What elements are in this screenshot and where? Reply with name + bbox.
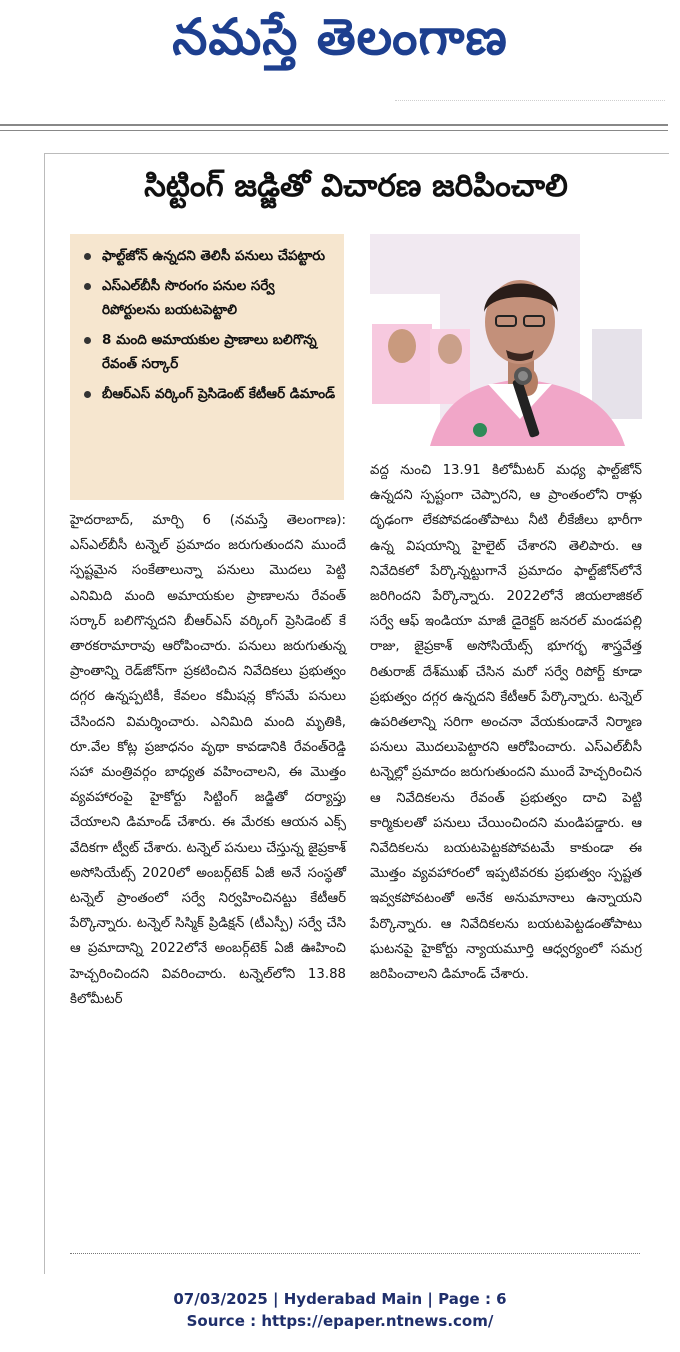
bullet-icon bbox=[84, 283, 91, 290]
photo-illustration bbox=[370, 234, 642, 446]
highlights-box bbox=[70, 234, 344, 500]
ktr-speaking-photo bbox=[370, 234, 642, 446]
masthead bbox=[0, 0, 680, 130]
footer-date-edition: 07/03/2025 | Hyderabad Main | Page : 6 bbox=[173, 1290, 507, 1308]
masthead-faint-rule bbox=[395, 100, 665, 105]
article-headline: సిట్టింగ్ జడ్జితో విచారణ జరిపించాలి bbox=[144, 168, 568, 204]
article-body-column-left bbox=[70, 508, 346, 1012]
highlight-item bbox=[84, 244, 336, 268]
bullet-icon bbox=[84, 253, 91, 260]
masthead-rule-top bbox=[0, 124, 668, 126]
highlight-text: ఫాల్ట్‌జోన్ ఉన్నదని తెలిసీ పనులు చేపట్టారు bbox=[102, 248, 325, 264]
newspaper-logo: నమస్తే తెలంగాణ bbox=[172, 8, 508, 66]
bullet-icon bbox=[84, 391, 91, 398]
footer-source: Source : https://epaper.ntnews.com/ bbox=[186, 1312, 494, 1330]
bullet-icon bbox=[84, 337, 91, 344]
highlight-text: ఎస్‌ఎల్‌బీసీ సొరంగం పనుల సర్వే రిపోర్టులను బయటపెట్టాలి bbox=[102, 278, 275, 318]
bottom-rule bbox=[70, 1253, 640, 1254]
highlight-item bbox=[84, 328, 336, 376]
body-paragraph: హైదరాబాద్, మార్చి 6 (నమస్తే తెలంగాణ): ఎస్‌ఎల్‌బీసీ టన్నెల్ ప్రమాదం జరుగుతుందని ముందే స్పష్టమైన సంకేతాలున్నా పనులు మొదలు పెట్టి ఎనిమిది మంది అమాయకుల ప్రాణాలను రేవంత్ సర్కార్ బలిగొన్నదని బీఆర్‌ఎస్ వర్కింగ్ ప్రెసిడెంట్ కే తారకరామారావు ఆరోపించారు. పనులు జరుగుతున్న ప్రాంతాన్ని రెడ్‌జోన్‌గా ప్రకటించిన నివేదికలు ప్రభుత్వం దగ్గర ఉన్నప్పటికీ, కేవలం కమీషన్ల కోసమే పనులు చేసిందని విమర్శించారు. ఎనిమిది మంది మృతికి, రూ.వేల కోట్ల ప్రజాధనం వృథా కావడానికి రేవంత్‌రెడ్డి సహా మంత్రివర్గం బాధ్యత వహించాలని, ఈ మొత్తం వ్యవహారంపై హైకోర్టు సిట్టింగ్ జడ్జితో దర్యాప్తు చేయాలని డిమాండ్ చేశారు. ఈ మేరకు ఆయన ఎక్స్ వేదికగా ట్వీట్ చేశారు. టన్నెల్ పనులు చేస్తున్న జైప్రకాశ్ అసోసియేట్స్ 2020లో అంబర్గ్‌టెక్ ఏజీ అనే సంస్థతో టన్నెల్ ప్రాంతంలో సర్వే నిర్వహించినట్టు కేటీఆర్ పేర్కొన్నారు. టన్నెల్ సిస్మిక్ ప్రిడిక్షన్ (టీఎస్పీ) సర్వే చేసి ఆ ప్రమాదాన్ని 2022లోనే అంబర్గ్‌టెక్ ఏజీ ఊహించి హెచ్చరించిందని వివరించారు. టన్నెల్‌లోని 13.88 కిలోమీటర్ bbox=[70, 513, 346, 1007]
article-body-column-right bbox=[370, 458, 642, 987]
masthead-rule-bottom bbox=[0, 130, 668, 131]
highlight-item bbox=[84, 274, 336, 322]
body-paragraph: వద్ద నుంచి 13.91 కిలోమీటర్ మధ్య ఫాల్ట్‌జోన్ ఉన్నదని స్పష్టంగా చెప్పారని, ఆ ప్రాంతంలోని రాళ్లు దృఢంగా లేకపోవడంతోపాటు నీటి లీకేజీలు భారీగా ఉన్న విషయాన్ని హైలైట్ చేశారని తెలిపారు. ఆ నివేదికలో పేర్కొన్నట్టుగానే ప్రమాదం ఫాల్ట్‌జోన్‌లోనే జరిగిందని పేర్కొన్నారు. 2022లోనే జియలాజికల్ సర్వే ఆఫ్ ఇండియా మాజీ డైరెక్టర్ జనరల్ మండపల్లి రాజు, జైప్రకాశ్ అసోసియేట్స్ భూగర్భ శాస్త్రవేత్త రితురాజ్ దేశ్‌ముఖ్ చేసిన మరో సర్వే రిపోర్ట్ కూడా ప్రభుత్వం దగ్గర ఉన్నదని కేటీఆర్ పేర్కొన్నారు. టన్నెల్ ఉపరితలాన్ని సరిగా అంచనా వేయకుండానే నిర్మాణ పనులు మొదలుపెట్టారని ఆరోపించారు. ఎస్‌ఎల్‌బీసీ టన్నెల్లో ప్రమాదం జరుగుతుందని ముందే హెచ్చరించిన ఆ నివేదికలను రేవంత్ ప్రభుత్వం దాచి పెట్టి కార్మికులతో పనులు చేయించిందని మండిపడ్డారు. ఆ నివేదికలను బయటపెట్టకపోవటమే కాకుండా ఈ మొత్తం వ్యవహారంలో ఇప్పటివరకు ప్రభుత్వం స్పష్టత ఇవ్వకపోవటంతో అనేక అనుమానాలు ఉన్నాయని పేర్కొన్నారు. ఆ నివేదికలను బయటపెట్టడంతోపాటు ఘటనపై హైకోర్టు న్యాయమూర్తి ఆధ్వర్యంలో సమగ్ర జరిపించాలని డిమాండ్ చేశారు. bbox=[370, 463, 642, 983]
highlight-item bbox=[84, 382, 336, 406]
highlight-text: 8 మంది అమాయకుల ప్రాణాలు బలిగొన్న రేవంత్ సర్కార్ bbox=[102, 332, 317, 372]
highlight-text: బీఆర్‌ఎస్ వర్కింగ్ ప్రెసిడెంట్ కేటీఆర్ డిమాండ్ bbox=[102, 386, 336, 402]
